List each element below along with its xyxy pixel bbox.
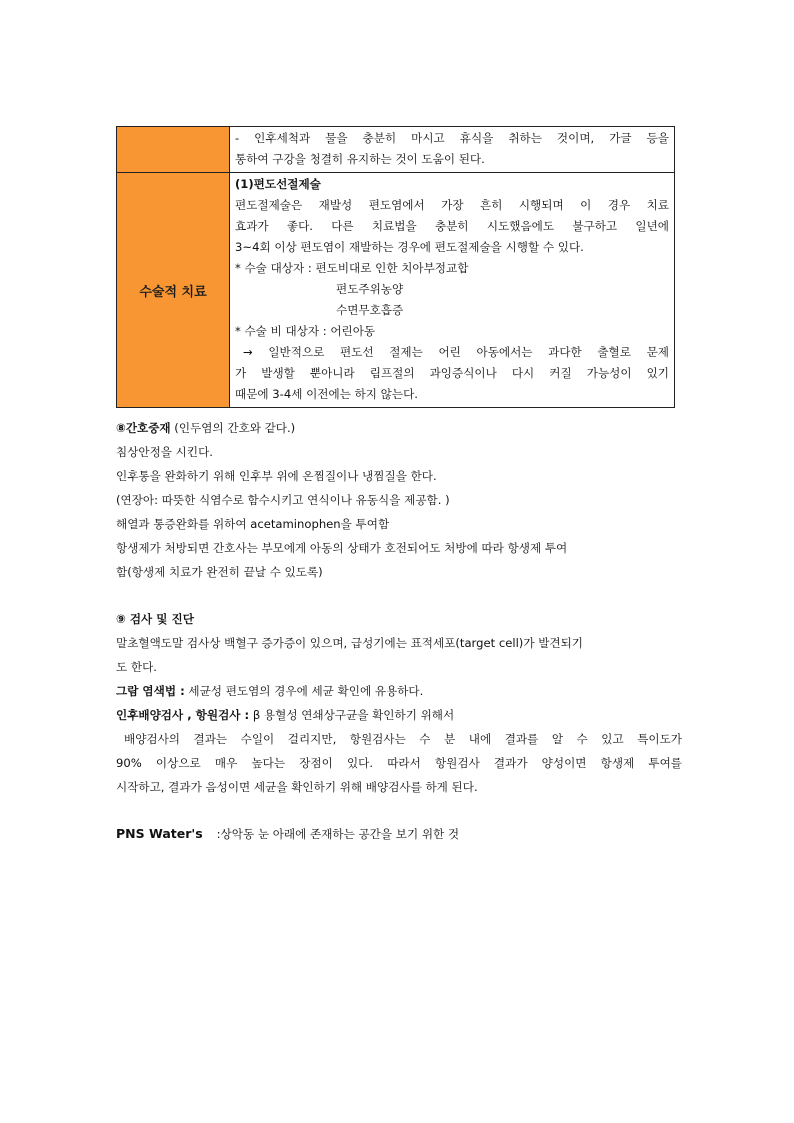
table-text-line: 3~4회 이상 편도염이 재발하는 경우에 편도절제술을 시행할 수 있다.: [235, 240, 584, 254]
exam-paragraph-line: 시작하고, 결과가 음성이면 세균을 확인하기 위해 배양검사를 하게 된다.: [116, 780, 478, 794]
exam-line: 도 한다.: [116, 660, 157, 674]
exam-paragraph-line: 배양검사의 결과는 수일이 걸리지만, 항원검사는 수 분 내에 결과를 알 수 있고 특이도가: [124, 732, 682, 746]
table-text-line: 편도절제술은 재발성 편도염에서 가장 흔히 시행되며 이 경우 치료: [235, 198, 669, 212]
exam-title: ⑨ 검사 및 진단: [116, 612, 194, 626]
tonsillectomy-heading: (1)편도선절제술: [235, 177, 321, 191]
surgery-target-item: 수면무호흡증: [336, 303, 404, 317]
table-text-line: 통하여 구강을 청결히 유지하는 것이 도움이 된다.: [235, 152, 485, 166]
surgery-target-line: * 수술 대상자 : 편도비대로 인한 치아부정교합: [235, 261, 469, 275]
table-text-line: 효과가 좋다. 다른 치료법을 충분히 시도했음에도 불구하고 일년에: [235, 219, 669, 233]
exam-title-line: [116, 607, 682, 631]
gram-stain-text: 세균성 편도염의 경우에 세균 확인에 유용하다.: [184, 684, 424, 698]
table-row: [117, 127, 675, 173]
nursing-line: (연장아: 따뜻한 식염수로 함수시키고 연식이나 유동식을 제공함. ): [116, 493, 450, 507]
exam-section: [116, 607, 682, 799]
table-note-line: 가 발생할 뿐아니라 림프절의 과잉증식이나 다시 커질 가능성이 있기: [235, 366, 669, 380]
exam-paragraph-line: 90% 이상으로 매우 높다는 장점이 있다. 따라서 항원검사 결과가 양성이면 항생제 투여를: [116, 756, 682, 770]
gram-stain-label: 그람 염색법 :: [116, 684, 185, 698]
treatment-table: [116, 126, 675, 408]
exam-line: 말초혈액도말 검사상 백혈구 증가증이 있으며, 급성기에는 표적세포(target cell)가 발견되기: [116, 636, 584, 650]
culture-test-label: 인후배양검사 , 항원검사 :: [116, 708, 250, 722]
pns-text: :상악동 눈 아래에 존재하는 공간을 보기 위한 것: [216, 827, 460, 841]
row-label-cell: [117, 127, 230, 173]
table-text-line: - 인후세척과 물을 충분히 마시고 휴식을 취하는 것이며, 가글 등을: [235, 131, 669, 145]
row-label-surgical-treatment: 수술적 치료: [139, 284, 207, 300]
nursing-line: 항생제가 처방되면 간호사는 부모에게 아동의 상태가 호전되어도 처방에 따라 항생제 투여: [116, 541, 568, 555]
nursing-section: [116, 416, 682, 584]
surgery-non-target-line: * 수술 비 대상자 : 어린아동: [235, 324, 376, 338]
culture-test-text: β 용혈성 연쇄상구균을 확인하기 위해서: [249, 708, 455, 722]
table-note-line: 때문에 3-4세 이전에는 하지 않는다.: [235, 387, 418, 401]
nursing-title-line: [116, 416, 682, 440]
row-label-cell: [117, 173, 230, 408]
surgery-target-item: 편도주위농양: [336, 282, 404, 296]
row-text-cell: [230, 173, 675, 408]
nursing-line: 함(항생제 치료가 완전히 끝날 수 있도록): [116, 565, 323, 579]
nursing-line: 해열과 통증완화를 위하여 acetaminophen을 투여함: [116, 517, 390, 531]
table-row: [117, 173, 675, 408]
nursing-title: ⑧간호중재: [116, 421, 171, 435]
table-note-line: → 일반적으로 편도선 절제는 어린 아동에서는 과다한 출혈로 문제: [243, 345, 669, 359]
nursing-line: 침상안정을 시킨다.: [116, 445, 213, 459]
pns-section: [116, 822, 682, 846]
nursing-line: 인후통을 완화하기 위해 인후부 위에 온찜질이나 냉찜질을 한다.: [116, 469, 437, 483]
nursing-title-note: (인두염의 간호와 같다.): [170, 421, 296, 435]
pns-line: [116, 822, 682, 846]
gram-stain-line: [116, 679, 682, 703]
row-text-cell: [230, 127, 675, 173]
culture-test-line: [116, 703, 682, 727]
pns-label: PNS Water's: [116, 826, 203, 841]
